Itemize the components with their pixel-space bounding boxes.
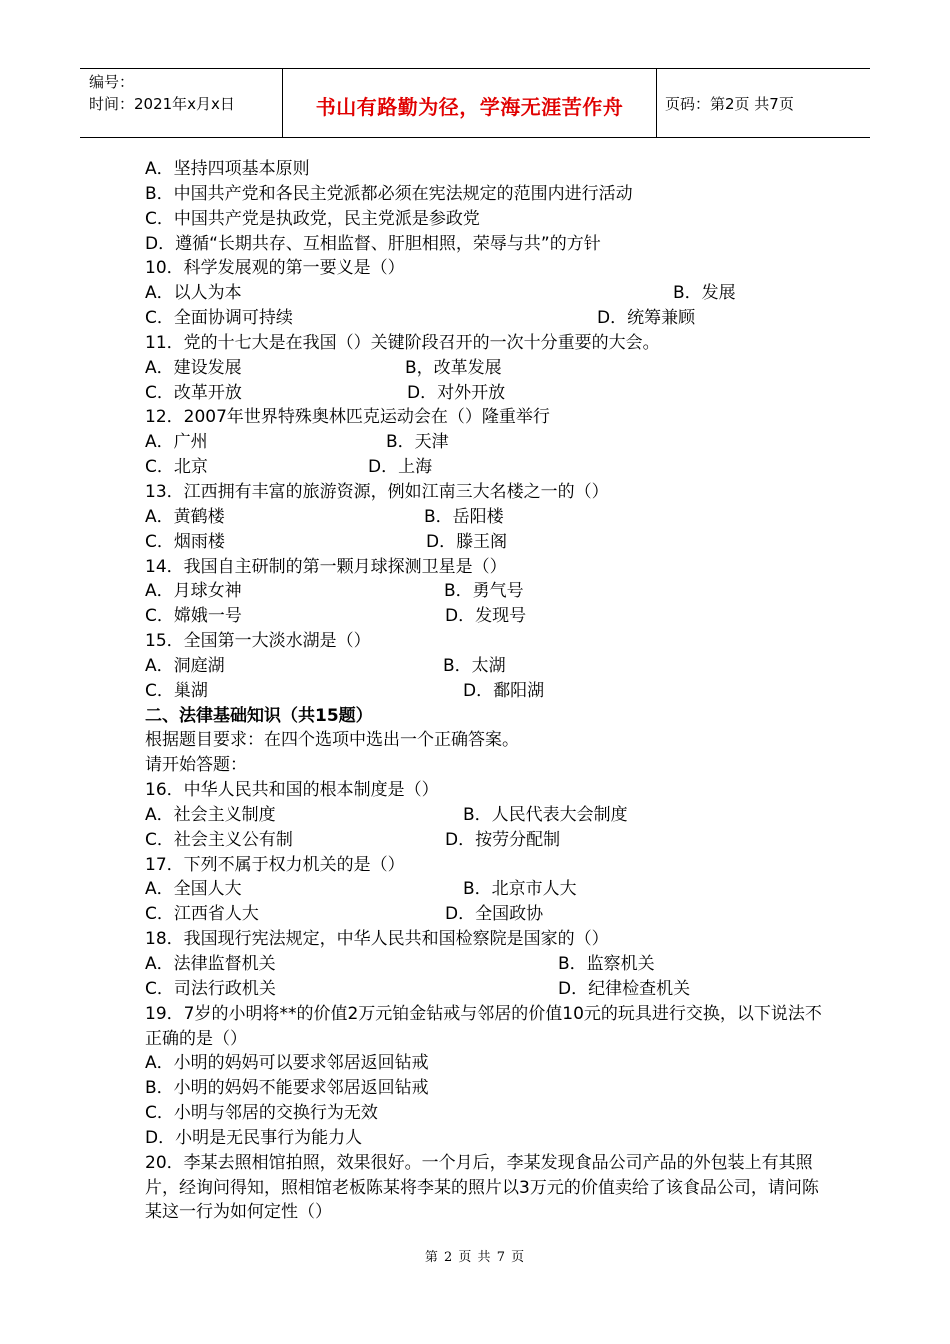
option-row <box>145 430 835 455</box>
option-d: D．按劳分配制 <box>445 829 561 850</box>
option-line: D．小明是无民事行为能力人 <box>145 1127 363 1148</box>
option-a: A．黄鹤楼 <box>145 506 225 527</box>
option-c: C．嫦娥一号 <box>145 606 242 627</box>
option-a: A．法律监督机关 <box>145 954 276 974</box>
option-c: C．巢湖 <box>145 680 208 701</box>
question-line: 18．我国现行宪法规定，中华人民共和国检察院是国家的（） <box>145 929 609 950</box>
option-b: B．发展 <box>673 283 736 304</box>
option-d: D．上海 <box>368 457 433 478</box>
option-row <box>145 505 835 530</box>
instruction-line: 请开始答题： <box>145 755 247 776</box>
option-row <box>145 530 835 555</box>
option-row <box>145 679 835 704</box>
header-divider <box>656 69 657 137</box>
option-c: C．江西省人大 <box>145 904 259 925</box>
document-date: 时间：2021年x月x日 <box>89 95 235 113</box>
option-c: C．全面协调可持续 <box>145 308 293 329</box>
question-line: 17．下列不属于权力机关的是（） <box>145 854 405 875</box>
option-row <box>145 828 835 853</box>
option-a: A．社会主义制度 <box>145 804 276 825</box>
option-d: D．纪律检查机关 <box>558 978 691 999</box>
option-b: B．岳阳楼 <box>424 506 504 527</box>
question-line: 16．中华人民共和国的根本制度是（） <box>145 780 439 801</box>
option-a: A．广州 <box>145 432 208 453</box>
question-line: 15．全国第一大淡水湖是（） <box>145 631 371 652</box>
option-c: C．改革开放 <box>145 382 242 403</box>
option-row <box>145 356 835 381</box>
option-a: A．以人为本 <box>145 283 242 304</box>
option-row <box>145 902 835 927</box>
option-line: A．坚持四项基本原则 <box>145 159 310 179</box>
option-a: A．全国人大 <box>145 879 242 900</box>
option-b: B．天津 <box>386 432 449 453</box>
option-a: A．建设发展 <box>145 357 242 378</box>
instruction-line: 根据题目要求：在四个选项中选出一个正确答案。 <box>145 730 519 751</box>
header-motto: 书山有路勤为径，学海无涯苦作舟 <box>315 95 624 119</box>
option-row <box>145 803 835 828</box>
option-d: D．统筹兼顾 <box>597 308 696 329</box>
option-b: B，改革发展 <box>405 357 502 378</box>
header-page-code: 页码：第2页 共7页 <box>665 95 794 113</box>
option-row <box>145 579 835 604</box>
option-b: B．人民代表大会制度 <box>463 804 628 825</box>
option-line: C．小明与邻居的交换行为无效 <box>145 1103 378 1124</box>
option-line: B．小明的妈妈不能要求邻居返回钻戒 <box>145 1078 429 1099</box>
document-body <box>145 157 835 1225</box>
option-b: B．太湖 <box>443 655 506 676</box>
question-line: 12．2007年世界特殊奥林匹克运动会在（）隆重举行 <box>145 407 550 428</box>
option-row <box>145 977 835 1002</box>
option-row <box>145 281 835 306</box>
option-d: D．全国政协 <box>445 904 544 925</box>
question-line: 13．江西拥有丰富的旅游资源，例如江南三大名楼之一的（） <box>145 481 609 502</box>
option-b: B．监察机关 <box>558 954 655 974</box>
option-d: D．对外开放 <box>407 382 506 403</box>
option-c: C．司法行政机关 <box>145 978 276 999</box>
option-row <box>145 877 835 902</box>
option-c: C．社会主义公有制 <box>145 829 293 850</box>
question-line: 20．李某去照相馆拍照，效果很好。一个月后，李某发现食品公司产品的外包装上有其照片，经询问得知，照相馆老板陈某将李某的照片以3万元的价值卖给了该食品公司，请问陈某这一行为如何定性（） <box>145 1152 819 1223</box>
option-d: D．鄱阳湖 <box>463 680 545 701</box>
question-line: 11．党的十七大是在我国（）关键阶段召开的一次十分重要的大会。 <box>145 332 660 353</box>
option-d: D．发现号 <box>445 606 527 627</box>
question-line: 19．7岁的小明将**的价值2万元铂金钻戒与邻居的价值10元的玩具进行交换，以下说法不正确的是（） <box>145 1003 822 1049</box>
option-row <box>145 381 835 406</box>
section-heading: 二、法律基础知识（共15题） <box>145 705 373 726</box>
option-b: B．北京市人大 <box>463 879 577 900</box>
option-line: B．中国共产党和各民主党派都必须在宪法规定的范围内进行活动 <box>145 183 633 204</box>
option-a: A．月球女神 <box>145 581 242 602</box>
option-row <box>145 604 835 629</box>
header-meta <box>89 71 235 115</box>
option-line: D．遵循“长期共存、互相监督、肝胆相照，荣辱与共”的方针 <box>145 233 601 254</box>
option-line: A．小明的妈妈可以要求邻居返回钻戒 <box>145 1053 429 1074</box>
question-line: 10．科学发展观的第一要义是（） <box>145 258 405 279</box>
option-row <box>145 306 835 331</box>
option-d: D．滕王阁 <box>426 531 508 552</box>
option-c: C．北京 <box>145 457 208 478</box>
option-row <box>145 455 835 480</box>
document-number-label: 编号： <box>89 73 135 91</box>
option-c: C．烟雨楼 <box>145 531 225 552</box>
option-row <box>145 654 835 679</box>
option-a: A．洞庭湖 <box>145 655 225 676</box>
question-line: 14．我国自主研制的第一颗月球探测卫星是（） <box>145 556 507 577</box>
option-b: B．勇气号 <box>444 581 524 602</box>
option-row <box>145 952 835 977</box>
option-line: C．中国共产党是执政党，民主党派是参政党 <box>145 208 480 229</box>
page-footer: 第 2 页 共 7 页 <box>424 1250 526 1265</box>
page-header <box>80 68 870 138</box>
